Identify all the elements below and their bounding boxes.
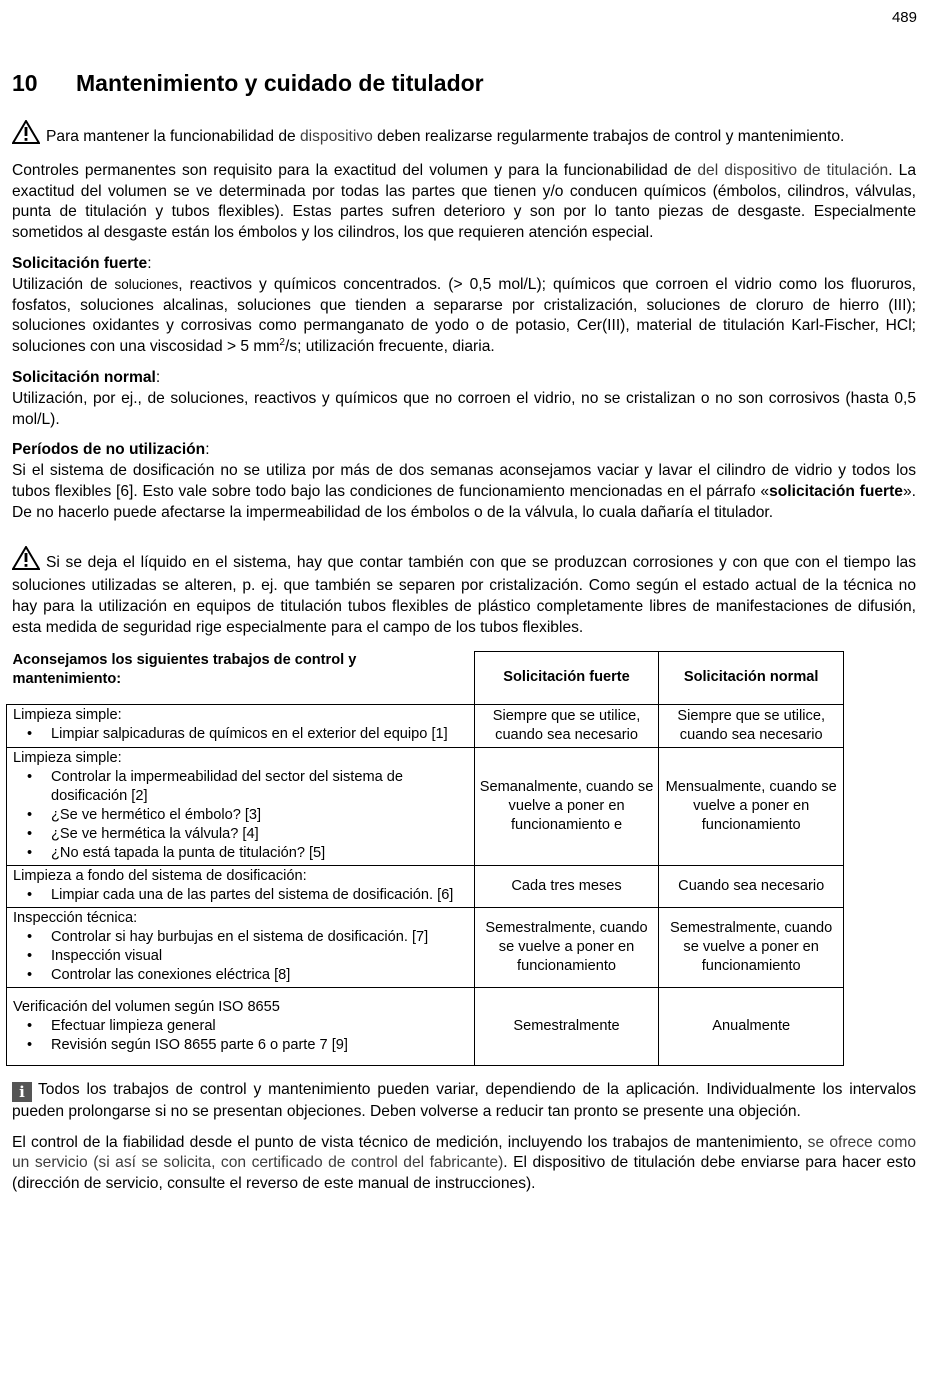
- section-number: 10: [12, 70, 38, 96]
- non-use-title: Períodos de no utilización: [12, 441, 206, 459]
- list-item: • Revisión según ISO 8655 parte 6 o parte 7 [9]: [51, 1036, 468, 1055]
- table-row: [7, 865, 844, 907]
- list-item: • Limpiar cada una de las partes del sistema de dosificación. [6]: [51, 886, 468, 905]
- cell-strong: Cada tres meses: [474, 865, 659, 907]
- list-item: • Efectuar limpieza general: [51, 1017, 468, 1036]
- list-item: • Controlar las conexiones eléctrica [8]: [51, 966, 468, 985]
- final-paragraph: El control de la fiabilidad desde el punto de vista técnico de medición, incluyendo los trabajos de mantenimiento, se ofrece como un servicio (si así se solicita, con certificado de control del fabricante). El dispositivo de titulación debe enviarse para hacer esto (dirección de servicio, consulte el reverso de este manual de instrucciones).: [12, 1133, 916, 1193]
- warning-triangle-icon: [12, 120, 40, 151]
- list-item: • ¿No está tapada la punta de titulación? [5]: [51, 844, 468, 863]
- normal-use-title: Solicitación normal: [12, 368, 156, 386]
- info-paragraph: i Todos los trabajos de control y mantenimiento pueden variar, dependiendo de la aplicación. Individualmente los intervalos pueden prolongarse si no se presentan objeciones. Deben volverse a reducir tan pronto se presente una objeción.: [12, 1080, 916, 1120]
- list-item: • Controlar la impermeabilidad del sector del sistema de dosificación [2]: [51, 768, 468, 806]
- page-number: 489: [891, 9, 917, 26]
- row-title: Inspección técnica:: [13, 909, 138, 926]
- row-title: Limpieza a fondo del sistema de dosificación:: [13, 867, 307, 884]
- header-normal: Solicitación normal: [659, 651, 844, 704]
- normal-use-section: Solicitación normal: Utilización, por ej., de soluciones, reactivos y químicos que no corroen el vidrio, no se cristalizan o no son corrosivos (hasta 0,5 mol/L).: [12, 368, 916, 428]
- cell-normal: Siempre que se utilice, cuando sea necesario: [659, 704, 844, 747]
- cell-strong: Semanalmente, cuando se vuelve a poner en funcionamiento e: [474, 747, 659, 865]
- section-title: Mantenimiento y cuidado de titulador: [76, 70, 484, 96]
- table-row: [7, 747, 844, 865]
- row-title: Limpieza simple:: [13, 749, 122, 766]
- table-header-row: [7, 651, 844, 704]
- maintenance-table: [6, 651, 844, 1066]
- cell-normal: Anualmente: [659, 987, 844, 1065]
- table-row: [7, 704, 844, 747]
- cell-normal: Cuando sea necesario: [659, 865, 844, 907]
- table-row: [7, 987, 844, 1065]
- list-item: • ¿Se ve hermética la válvula? [4]: [51, 825, 468, 844]
- warning-triangle-icon: [12, 546, 40, 577]
- strong-use-section: Solicitación fuerte: Utilización de soluciones, reactivos y químicos concentrados. (> 0,5 mol/L); químicos que corroen el vidrio como los fluoruros, fosfatos, soluciones alcalinas, soluciones que tienden a separarse por cristalización, soluciones de cloruro de hierro (III); soluciones oxidantes y corrosivas como permanganato de yodo o de potasio, Cer(III), material de titulación Karl-Fischer, HCl; soluciones con una viscosidad > 5 $mm^2/s$; utilización frecuente, diaria.: [12, 254, 916, 356]
- table-row: [7, 907, 844, 987]
- cell-normal: Semestralmente, cuando se vuelve a poner en funcionamiento: [659, 907, 844, 987]
- content: [12, 120, 916, 1205]
- intro-paragraph-2: Controles permanentes son requisito para la exactitud del volumen y para la funcionabilidad de del dispositivo de titulación. La exactitud del volumen se ve determinada por todas las partes que tienen y/o conducen químicos (émbolos, cilindros, válvulas, punta de titulación y tubos flexibles). Estas partes sufren deterioro y son por lo tanto piezas de desgaste. Especialmente sometidos al desgaste están los émbolos y los cilindros, los que requieren atención especial.: [12, 161, 916, 242]
- cell-strong: Semestralmente: [474, 987, 659, 1065]
- list-item: • Limpiar salpicaduras de químicos en el exterior del equipo [1]: [51, 725, 468, 744]
- row-title: Limpieza simple:: [13, 706, 122, 723]
- non-use-section: Períodos de no utilización: Si el sistema de dosificación no se utiliza por más de dos semanas aconsejamos vaciar y lavar el cilindro de vidrio y todos los tubos flexibles [6]. Esto vale sobre todo bajo las condiciones de funcionamiento mencionadas en el párrafo «solicitación fuerte». De no hacerlo puede afectarse la impermeabilidad de los émbolos o de la válvula, lo cuala dañaría el titulador.: [12, 441, 916, 521]
- cell-strong: Siempre que se utilice, cuando sea necesario: [474, 704, 659, 747]
- warning-paragraph: Si se deja el líquido en el sistema, hay que contar también con que se produzcan corrosiones y con que con el tiempo las soluciones utilizadas se alteren, p. ej. que también se separen por cristalización. Como según el estado actual de la técnica no hay para la utilización en equipos de titulación tubos flexibles de plástico completamente libres de manifestaciones de difusión, esta medida de seguridad rige especialmente para el campo de los tubos flexibles.: [12, 546, 916, 639]
- cell-strong: Semestralmente, cuando se vuelve a poner en funcionamiento: [474, 907, 659, 987]
- header-strong: Solicitación fuerte: [474, 651, 659, 704]
- list-item: • Controlar si hay burbujas en el sistema de dosificación. [7]: [51, 928, 468, 947]
- strong-use-title: Solicitación fuerte: [12, 254, 148, 272]
- list-item: • ¿Se ve hermético el émbolo? [3]: [51, 806, 468, 825]
- row-title: Verificación del volumen según ISO 8655: [13, 998, 280, 1015]
- cell-normal: Mensualmente, cuando se vuelve a poner en funcionamiento: [659, 747, 844, 865]
- list-item: • Inspección visual: [51, 947, 468, 966]
- header-task: Aconsejamos los siguientes trabajos de control y mantenimiento:: [7, 651, 475, 704]
- intro-paragraph-1: Para mantener la funcionabilidad de dispositivo deben realizarse regularmente trabajos de control y mantenimiento.: [12, 120, 916, 151]
- info-icon: i: [12, 1082, 32, 1102]
- section-heading: [12, 68, 484, 98]
